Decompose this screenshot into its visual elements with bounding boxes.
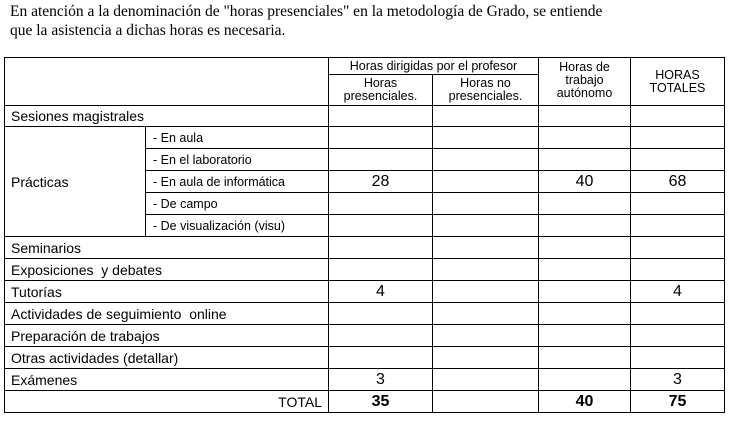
table-row — [5, 106, 725, 127]
row-label-total: TOTAL — [5, 391, 329, 413]
row-label-examenes: Exámenes — [5, 369, 329, 391]
table-row — [5, 237, 725, 259]
cell-empty — [539, 237, 631, 259]
sub-label-en-aula: - En aula — [146, 127, 329, 149]
cell-totales: 68 — [631, 171, 725, 193]
sub-label-de-campo: - De campo — [146, 193, 329, 215]
cell-empty — [433, 106, 539, 127]
header-presenciales-line-1: Horas — [363, 76, 398, 90]
header-no-presenciales-line-1: Horas no — [460, 76, 511, 90]
row-label-seminarios: Seminarios — [5, 237, 329, 259]
total-presenciales: 35 — [329, 391, 433, 413]
cell-empty — [433, 325, 539, 347]
table-row — [5, 281, 725, 303]
header-no-presenciales — [433, 75, 539, 106]
cell-totales — [631, 215, 725, 237]
cell-autonomo: 40 — [539, 171, 631, 193]
intro-line-2: que la asistencia a dichas horas es necesaria. — [10, 22, 286, 39]
row-label-exposiciones: Exposiciones y debates — [5, 259, 329, 281]
table-row — [5, 127, 725, 149]
cell-empty — [433, 391, 539, 413]
row-label-otras: Otras actividades (detallar) — [5, 347, 329, 369]
cell-empty — [539, 281, 631, 303]
header-totales-line-2: TOTALES — [649, 80, 706, 95]
cell-empty — [631, 347, 725, 369]
cell-no-presenciales — [433, 215, 539, 237]
cell-no-presenciales — [433, 193, 539, 215]
header-totales — [631, 58, 725, 106]
header-no-presenciales-line-2: presenciales. — [448, 89, 523, 103]
cell-autonomo — [539, 193, 631, 215]
header-autonomo-line-3: autónomo — [556, 86, 613, 100]
cell-no-presenciales — [433, 149, 539, 171]
cell-empty — [433, 347, 539, 369]
header-totales-line-1: HORAS — [655, 67, 700, 82]
cell-empty — [631, 325, 725, 347]
cell-no-presenciales — [433, 127, 539, 149]
cell-empty — [539, 347, 631, 369]
cell-presenciales: 4 — [329, 281, 433, 303]
cell-empty — [433, 281, 539, 303]
cell-empty — [329, 325, 433, 347]
row-label-sesiones: Sesiones magistrales — [5, 106, 329, 127]
cell-presenciales — [329, 193, 433, 215]
header-group-dirigidas: Horas dirigidas por el profesor — [329, 58, 539, 75]
cell-empty — [631, 237, 725, 259]
intro-line-1: En atención a la denominación de "horas presenciales" en la metodología de Grado, se entiende — [10, 3, 603, 20]
cell-presenciales: 28 — [329, 171, 433, 193]
cell-empty — [329, 106, 433, 127]
cell-totales: 4 — [631, 281, 725, 303]
intro-paragraph — [10, 2, 725, 40]
cell-empty — [433, 303, 539, 325]
cell-empty — [329, 259, 433, 281]
cell-autonomo — [539, 215, 631, 237]
row-label-preparacion: Preparación de trabajos — [5, 325, 329, 347]
header-presenciales-line-2: presenciales. — [343, 89, 418, 103]
hours-table — [4, 57, 725, 413]
total-row — [5, 391, 725, 413]
cell-empty — [539, 303, 631, 325]
cell-totales — [631, 127, 725, 149]
table-row — [5, 325, 725, 347]
cell-presenciales — [329, 149, 433, 171]
cell-autonomo — [539, 127, 631, 149]
cell-empty — [631, 303, 725, 325]
header-autonomo — [539, 58, 631, 106]
cell-empty — [539, 259, 631, 281]
row-label-tutorias: Tutorías — [5, 281, 329, 303]
table-row — [5, 347, 725, 369]
table-row — [5, 303, 725, 325]
cell-totales — [631, 193, 725, 215]
cell-empty — [329, 237, 433, 259]
cell-empty — [433, 369, 539, 391]
total-totales: 75 — [631, 391, 725, 413]
cell-empty — [329, 347, 433, 369]
total-autonomo: 40 — [539, 391, 631, 413]
sub-label-laboratorio: - En el laboratorio — [146, 149, 329, 171]
header-autonomo-line-2: trabajo — [565, 73, 604, 87]
row-label-actividades: Actividades de seguimiento online — [5, 303, 329, 325]
sub-label-visualizacion: - De visualización (visu) — [146, 215, 329, 237]
cell-empty — [329, 303, 433, 325]
cell-empty — [433, 237, 539, 259]
table-row — [5, 259, 725, 281]
cell-presenciales: 3 — [329, 369, 433, 391]
cell-no-presenciales — [433, 171, 539, 193]
cell-empty — [539, 325, 631, 347]
cell-empty — [433, 259, 539, 281]
cell-presenciales — [329, 127, 433, 149]
header-empty-cell — [5, 58, 329, 106]
cell-autonomo — [539, 149, 631, 171]
cell-empty — [631, 259, 725, 281]
cell-presenciales — [329, 215, 433, 237]
cell-empty — [631, 106, 725, 127]
row-label-practicas: Prácticas — [5, 127, 146, 237]
cell-empty — [539, 106, 631, 127]
table-row — [5, 369, 725, 391]
cell-totales — [631, 149, 725, 171]
cell-totales: 3 — [631, 369, 725, 391]
cell-empty — [539, 369, 631, 391]
sub-label-aula-informatica: - En aula de informática — [146, 171, 329, 193]
header-autonomo-line-1: Horas de — [559, 60, 610, 74]
header-presenciales — [329, 75, 433, 106]
